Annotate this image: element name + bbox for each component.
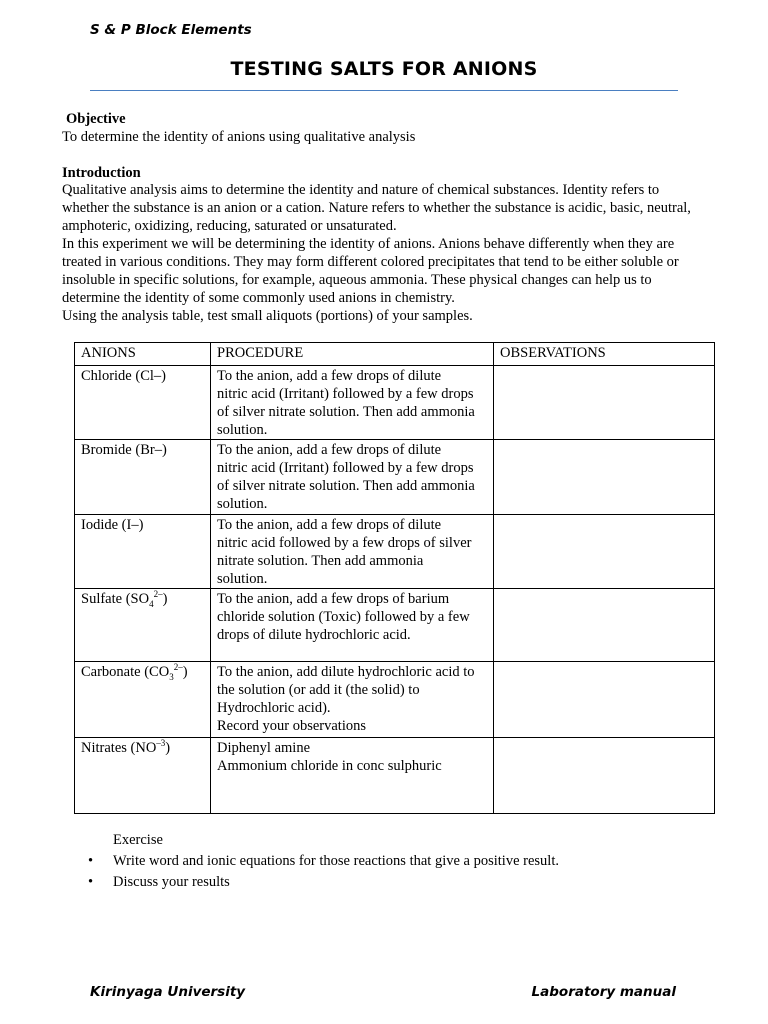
procedure-line: To the anion, add a few drops of dilute — [217, 368, 442, 384]
bullet-text: Write word and ionic equations for those reactions that give a positive result. — [113, 853, 559, 869]
procedure-line: of silver nitrate solution. Then add ammonia — [217, 404, 475, 420]
procedure-line: Hydrochloric acid). — [217, 700, 331, 716]
header-anions: ANIONS — [75, 343, 211, 366]
procedure-cell — [211, 366, 494, 440]
title-rule — [90, 90, 678, 91]
procedure-line: nitric acid (Irritant) followed by a few drops — [217, 460, 474, 476]
anion-name: Carbonate (CO — [81, 664, 170, 680]
running-header: S & P Block Elements — [90, 22, 252, 38]
table-row — [75, 589, 715, 662]
footer-right: Laboratory manual — [531, 984, 676, 1000]
procedure-line: To the anion, add dilute hydrochloric acid to — [217, 664, 475, 680]
intro-line: amphoteric, oxidizing, reducing, saturated or unsaturated. — [62, 218, 397, 234]
procedure-cell — [211, 738, 494, 814]
procedure-line: Ammonium chloride in conc sulphuric — [217, 758, 442, 774]
bullet-icon: • — [88, 874, 94, 890]
observation-cell[interactable] — [494, 440, 715, 515]
anion-cell — [75, 662, 211, 738]
procedure-line: drops of dilute hydrochloric acid. — [217, 627, 411, 643]
table-row — [75, 366, 715, 440]
procedure-line: nitrate solution. Then add ammonia — [217, 553, 424, 569]
procedure-line: the solution (or add it (the solid) to — [217, 682, 420, 698]
anion-subscript: 4 — [149, 598, 154, 609]
table-row — [75, 738, 715, 814]
list-item — [88, 852, 559, 870]
list-item — [88, 873, 230, 891]
intro-line: Using the analysis table, test small aliquots (portions) of your samples. — [62, 308, 473, 324]
procedure-line: chloride solution (Toxic) followed by a few — [217, 609, 470, 625]
procedure-cell — [211, 440, 494, 515]
observation-cell[interactable] — [494, 738, 715, 814]
procedure-line: To the anion, add a few drops of barium — [217, 591, 450, 607]
header-observations: OBSERVATIONS — [494, 343, 715, 366]
intro-paragraph — [62, 181, 722, 325]
objective-heading: Objective — [66, 111, 126, 127]
anion-charge: 2– — [153, 589, 163, 600]
table-row — [75, 515, 715, 589]
observation-cell[interactable] — [494, 515, 715, 589]
intro-line: determine the identity of some commonly used anions in chemistry. — [62, 290, 455, 306]
table-row — [75, 440, 715, 515]
procedure-line: of silver nitrate solution. Then add ammonia — [217, 478, 475, 494]
anion-suffix: ) — [162, 591, 168, 607]
anion-cell — [75, 589, 211, 662]
footer-left: Kirinyaga University — [90, 984, 246, 1000]
intro-line: In this experiment we will be determining the identity of anions. Anions behave differently when they are — [62, 236, 675, 252]
procedure-line: nitric acid (Irritant) followed by a few drops — [217, 386, 474, 402]
objective-text: To determine the identity of anions using qualitative analysis — [62, 129, 416, 145]
table-header-row — [75, 343, 715, 366]
anion-cell: Bromide (Br–) — [75, 440, 211, 515]
anion-charge: 2– — [173, 662, 183, 673]
observation-cell[interactable] — [494, 589, 715, 662]
anion-cell: Iodide (I–) — [75, 515, 211, 589]
bullet-icon: • — [88, 853, 94, 869]
introduction-heading: Introduction — [62, 165, 141, 181]
procedure-line: solution. — [217, 571, 268, 587]
exercise-heading: Exercise — [113, 832, 163, 848]
anion-cell — [75, 738, 211, 814]
procedure-line: solution. — [217, 422, 268, 438]
header-procedure: PROCEDURE — [211, 343, 494, 366]
procedure-line: To the anion, add a few drops of dilute — [217, 517, 442, 533]
procedure-cell — [211, 515, 494, 589]
intro-line: treated in various conditions. They may form different colored precipitates that tend to be either soluble or — [62, 254, 679, 270]
anion-name: Nitrates (NO — [81, 740, 157, 756]
procedure-line: solution. — [217, 496, 268, 512]
anion-suffix: ) — [165, 740, 171, 756]
anion-analysis-table — [74, 342, 715, 814]
procedure-line: nitric acid followed by a few drops of silver — [217, 535, 472, 551]
intro-line: Qualitative analysis aims to determine the identity and nature of chemical substances. Identity refers to — [62, 182, 660, 198]
table-row — [75, 662, 715, 738]
anion-name: Sulfate (SO — [81, 591, 150, 607]
anion-charge: –3 — [156, 738, 166, 749]
procedure-cell — [211, 662, 494, 738]
procedure-cell — [211, 589, 494, 662]
procedure-line: Diphenyl amine — [217, 740, 311, 756]
procedure-line: Record your observations — [217, 718, 366, 734]
anion-subscript: 3 — [169, 671, 174, 682]
procedure-line: To the anion, add a few drops of dilute — [217, 442, 442, 458]
intro-line: whether the substance is an anion or a cation. Nature refers to whether the substance is acidic, basic, neutral, — [62, 200, 691, 216]
anion-suffix: ) — [182, 664, 188, 680]
bullet-text: Discuss your results — [113, 874, 230, 890]
observation-cell[interactable] — [494, 366, 715, 440]
anion-cell: Chloride (Cl–) — [75, 366, 211, 440]
observation-cell[interactable] — [494, 662, 715, 738]
page-title: TESTING SALTS FOR ANIONS — [230, 58, 538, 80]
intro-line: insoluble in specific solutions, for example, aqueous ammonia. These physical changes can help us to — [62, 272, 652, 288]
